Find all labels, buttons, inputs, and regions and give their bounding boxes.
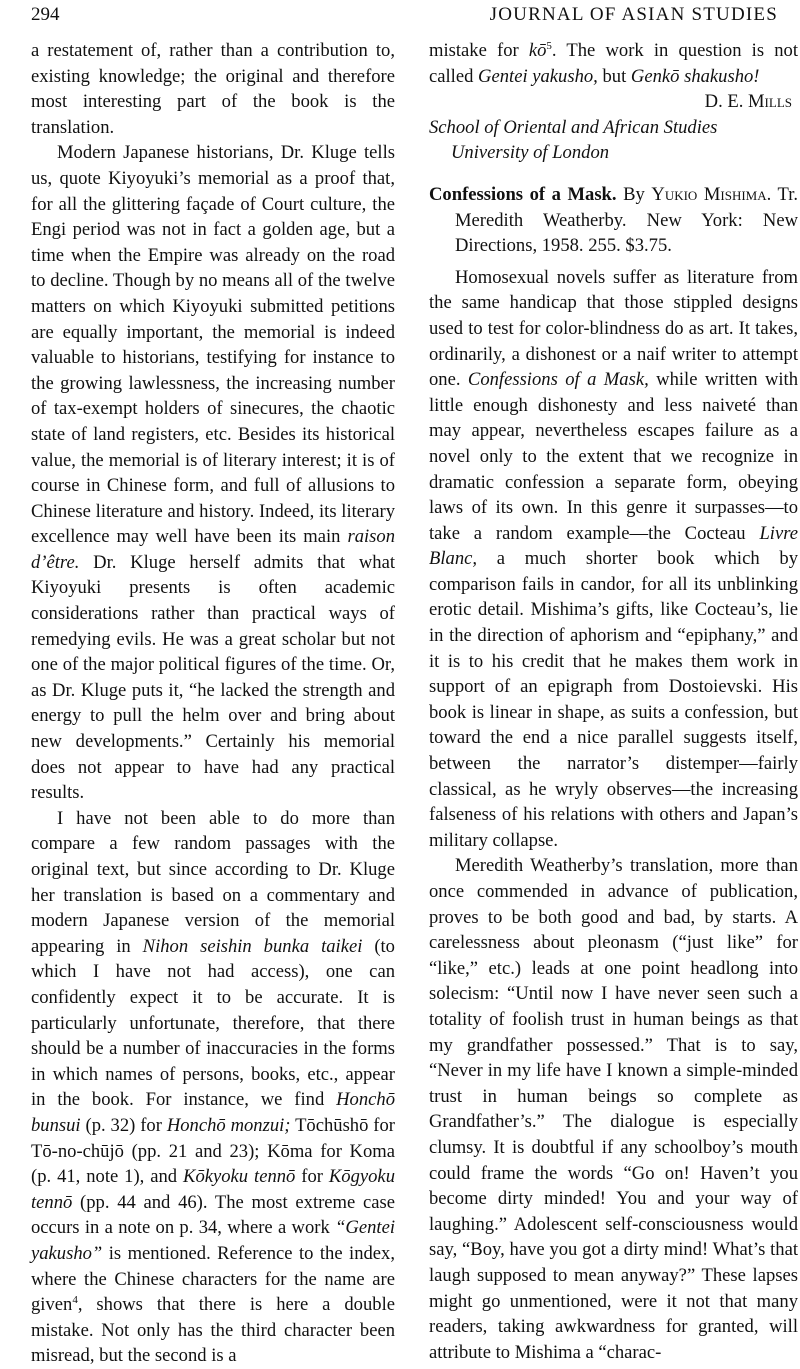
left-column [31, 38, 395, 1369]
reviewer-affiliation: School of Oriental and African Studies [429, 116, 718, 138]
review-title: Confessions of a Mask. [429, 183, 617, 205]
review-details: . Tr. Meredith Weatherby. New York: New Directions, 1958. 255. $3.75. [455, 183, 799, 257]
running-head: JOURNAL OF ASIAN STUDIES [489, 4, 778, 25]
italic-term: Kōkyoku tennō [183, 1166, 296, 1188]
paragraph-review-2: Meredith Weatherby’s translation, more than once commended in advance of publication, proves to be both good and bad, by starts. A carelessness about pleonasm (“just like” for “like,” etc.) leads at one point headlong into solecism: “Until now I have never seen such a totality of foolish trust in human beings as that my grandfather possessed.” That is to say, “Never in my life have I known a simple-minded trust in human beings so complete as Grandfather’s.” The dialogue is especially clumsy. It is doubtful if any schoolboy’s mouth could frame the words “Go on! Haven’t you become dirty minded! You and your way of laughing.” Adolescent self-consciousness would say, “Boy, have you got a dirty mind! What’s that laugh supposed to mean anyway?” These lapses might go unmentioned, were it not that many readers, taking awkwardness for granted, will attribute to Mishima a “charac- [429, 855, 798, 1363]
footnote-marker[interactable]: 4 [72, 1293, 78, 1306]
italic-phrase: raison d’être. [31, 526, 395, 573]
reviewer-signature: D. E. Mills [704, 91, 792, 113]
italic-term: Honchō monzui; [166, 1114, 291, 1136]
paragraph-inaccuracies: I have not been able to do more than compare a few random passages with the original text, but since according to Dr. Kluge her translation is based on a commentary and modern Japanese version of the memorial appearing in Nihon seishin bunka taikei (to which I have not had access), one can confidently expect it to be accurate. It is particularly unfortunate, therefore, that there should be a number of inaccuracies in the forms in which names of persons, books, etc., appear in the book. For instance, we find Honchō bunsui (p. 32) for Honchō monzui; Tōchūshō for Tō-no-chūjō (pp. 21 and 23); Kōma for Koma (p. 41, note 1), and Kōkyoku tennō for Kōgyoku tennō (pp. 44 and 46). The most extreme case occurs in a note on p. 34, where a work “Gentei yakusho” is mentioned. Reference to the index, where the Chinese characters for the name are given$^4$, shows that there is here a double mistake. Not only has the third character been misread, but the second is a [31, 807, 395, 1367]
italic-title: Nihon seishin bunka taikei [142, 935, 363, 957]
italic-term: Gentei yakusho, [478, 65, 598, 87]
italic-title: Livre Blanc, [429, 522, 798, 570]
review-author: Yukio Mishima [651, 183, 767, 205]
right-column [429, 38, 798, 1365]
italic-term: Genkō shakusho! [630, 65, 760, 87]
page-number: 294 [31, 4, 60, 25]
review-heading: Confessions of a Mask. By Yukio Mishima. Tr. Meredith Weatherby. New York: New Directions, 1958. 255. $3.75. [429, 183, 799, 257]
italic-term: kō [528, 40, 547, 61]
paragraph-restatement: a restatement of, rather than a contribution to, existing knowledge; the original and therefore most interesting part of the book is the translation. [31, 40, 395, 138]
italic-term: Kōgyoku tennō [31, 1166, 395, 1213]
reviewer-university: University of London [451, 142, 610, 164]
paragraph-historians: Modern Japanese historians, Dr. Kluge tells us, quote Kiyoyuki’s memorial as a proof that, for all the glittering façade of Court culture, the Engi period was not in fact a golden age, but a time when the Empire was already on the road to decline. Though by no means all of the twelve matters on which Kiyoyuki submitted petitions are equally important, the memorial is indeed valuable to historians, testifying for instance to the growing lawlessness, the increasing number of tax-exempt holders of sinecures, the chaotic state of land registers, etc. Besides its historical value, the memorial is of literary interest; it is of course in Chinese form, and full of allusions to Chinese literature and history. Indeed, its literary excellence may well have been its main raison d’être. Dr. Kluge herself admits that what Kiyoyuki presents is often academic considerations rather than practical ways of remedying evils. He was a great scholar but not one of the major political figures of the time. Or, as Dr. Kluge puts it, “he lacked the strength and energy to pull the helm over and bring about new developments.” Certainly his memorial does not appear to have had any practical results. [31, 142, 395, 804]
paragraph-continuation: mistake for $kō^5$. The work in question is not called Gentei yakusho, but Genkō shakusho! [429, 39, 798, 87]
paragraph-review-1: Homosexual novels suffer as literature from the same handicap that those stippled designs used to test for color-blindness do as art. It takes, ordinarily, a dishonest or a naif writer to attempt one. Confessions of a Mask, while written with little enough dishonesty and less naiveté than may appear, nevertheless escapes failure as a novel only to the extent that we recognize in dramatic confession a separate form, obeying laws of its own. In this genre it surpasses—to take a random example—the Cocteau Livre Blanc, a much shorter book which by comparison fails in candor, for all its unblinking erotic detail. Mishima’s gifts, like Cocteau’s, lie in the direction of aphorism and “epiphany,” and it is to his credit that he makes them work in support of an epigraph from Dostoievski. His book is linear in shape, as suits a confession, but toward the end a nice parallel suggests itself, between the narrator’s distemper—fairly classical, as he wryly observes—the increasing falseness of his relations with others and Japan’s military collapse. [429, 266, 799, 851]
italic-term: Honchō bunsui [31, 1089, 395, 1136]
footnote-marker[interactable]: 5 [546, 39, 552, 52]
italic-title: Confessions of a Mask, [467, 369, 649, 391]
italic-term: “Gentei yakusho” [31, 1217, 395, 1264]
